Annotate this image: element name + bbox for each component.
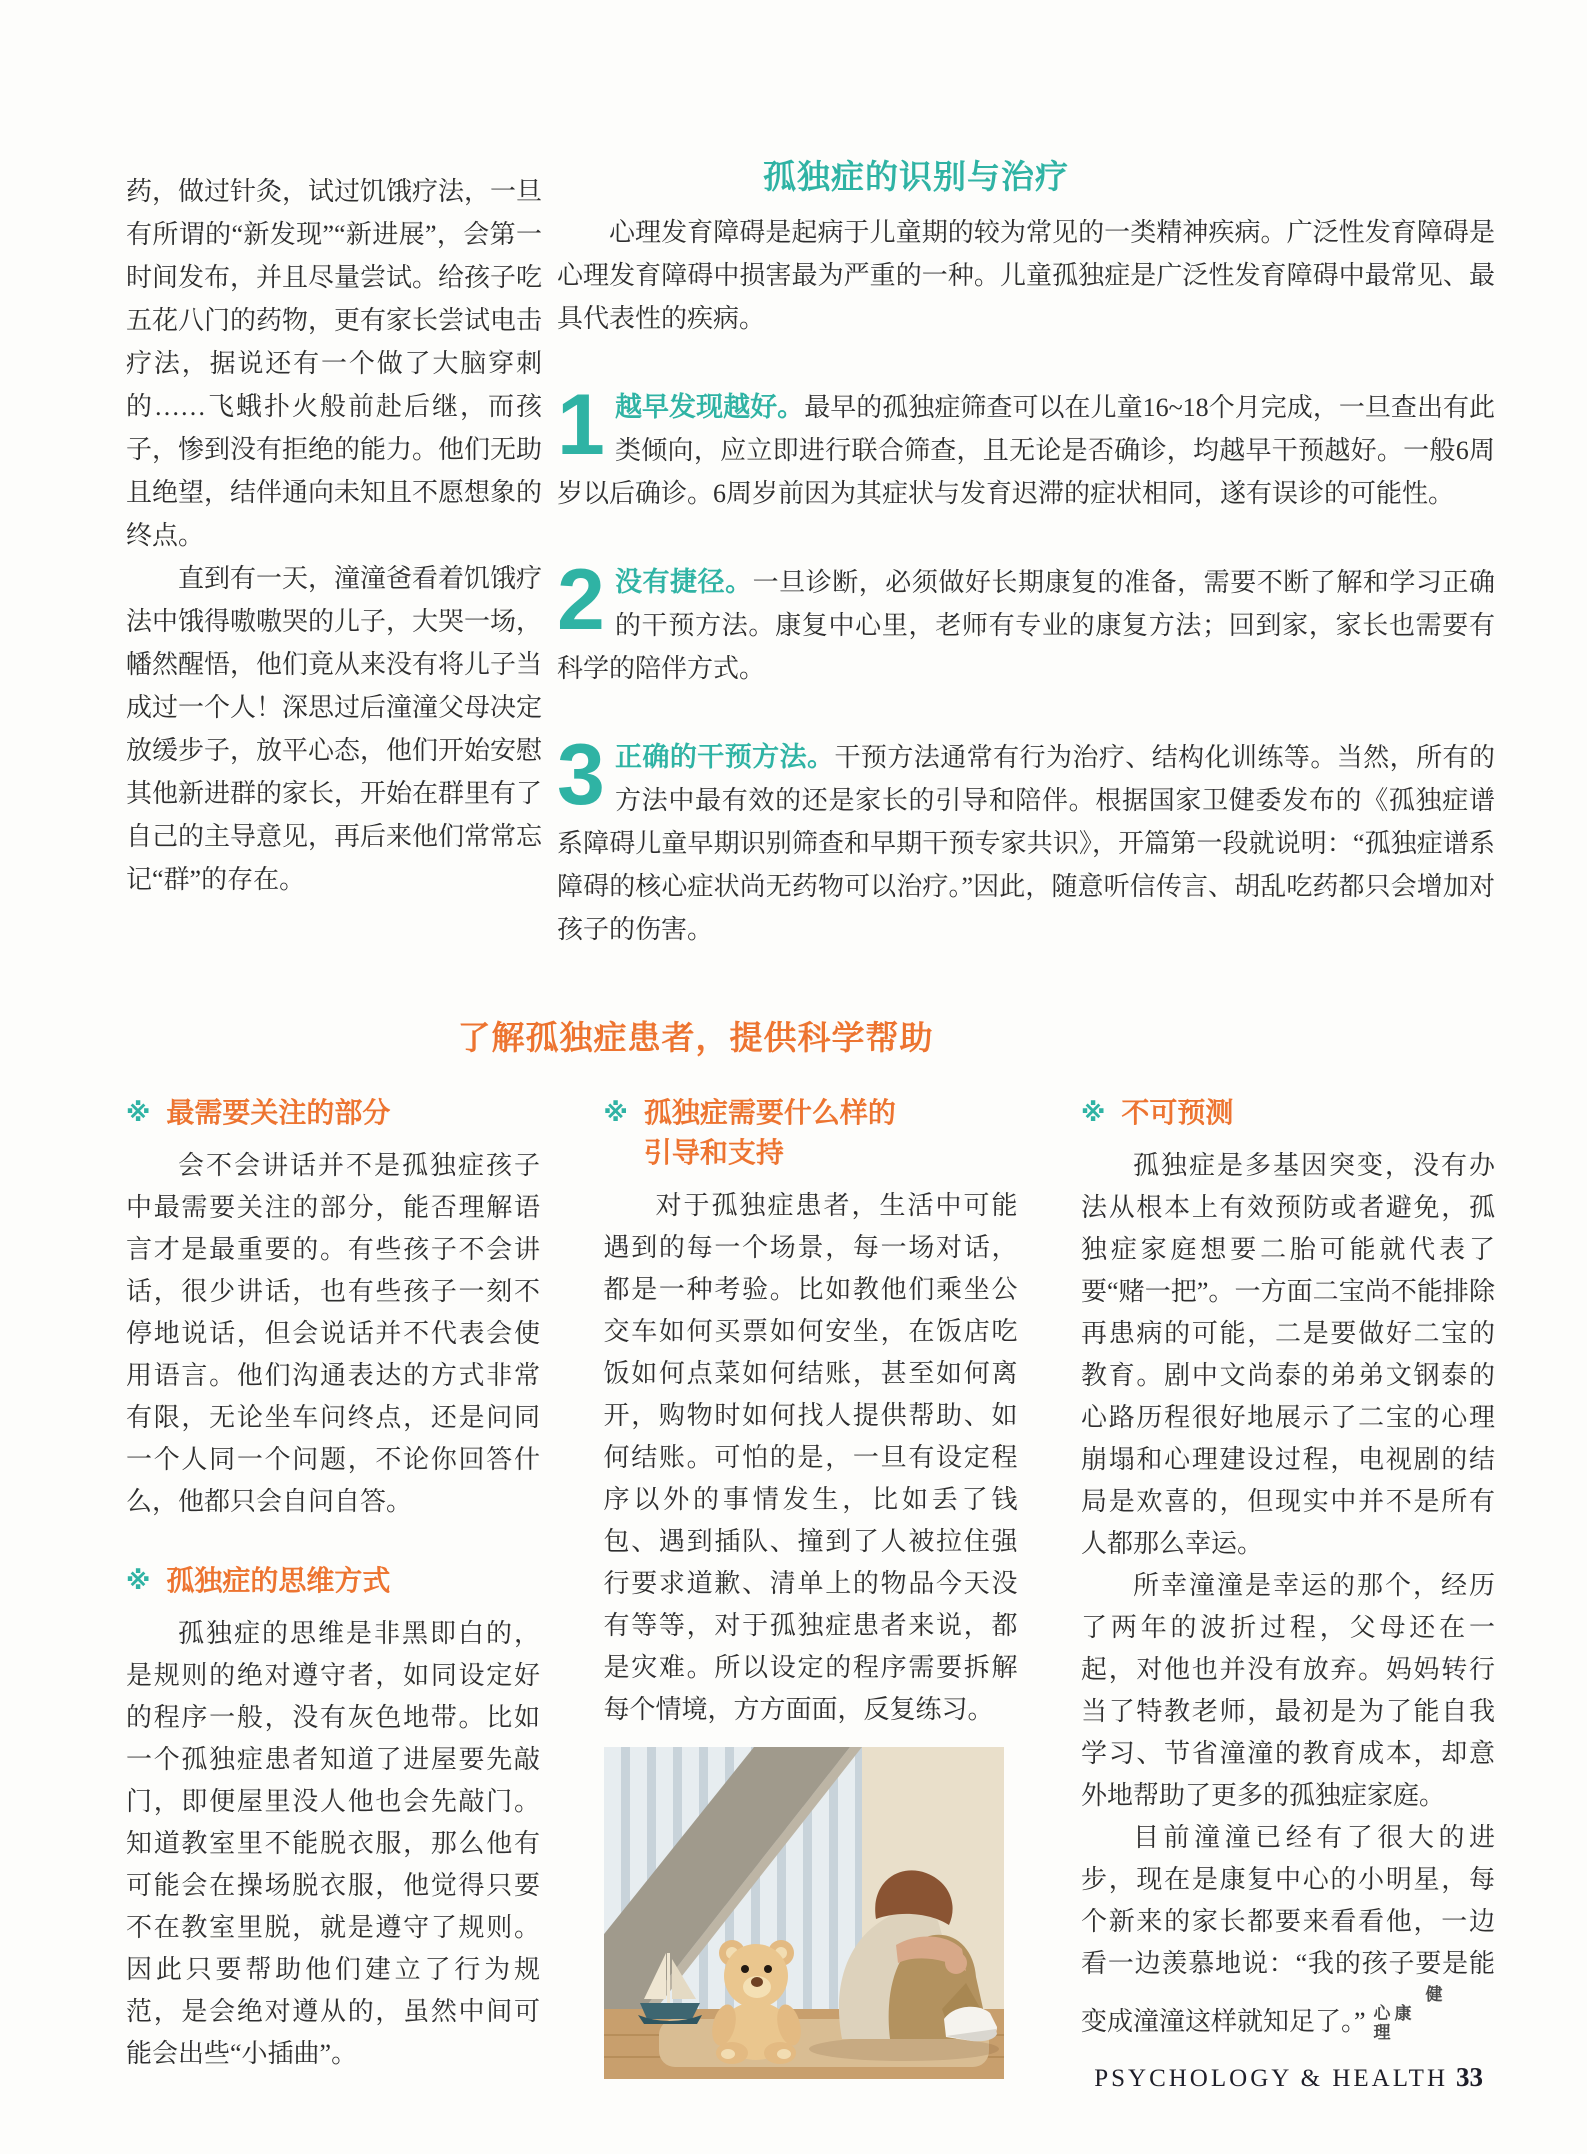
numbered-item-3	[557, 727, 1495, 951]
item-lead-3: 正确的干预方法。	[615, 742, 835, 773]
left-column-paragraph-2: 直到有一天，潼潼爸看着饥饿疗法中饿得嗷嗷哭的儿子，大哭一场，幡然醒悟，他们竟从来没有将儿子当成过一个人！深思过后潼潼父母决定放缓步子，放平心态，他们开始安慰其他新进群的家长，开始在群里有了自己的主导意见，再后来他们常常忘记“群”的存在。	[126, 564, 543, 894]
item-body-2: 一旦诊断，必须做好长期康复的准备，需要不断了解和学习正确的干预方法。康复中心里，老师有专业的康复方法；回到家，家长也需要有科学的陪伴方式。	[557, 568, 1495, 684]
column-1	[126, 1089, 540, 2079]
subheading-text: 孤独症的思维方式	[166, 1564, 391, 1596]
left-column-paragraph-1: 药，做过针灸，试过饥饿疗法，一旦有所谓的“新发现”“新进展”，会第一时间发布，并且尽量尝试。给孩子吃五花八门的药物，更有家长尝试电击疗法，据说还有一个做了大脑穿刺的……飞蛾扑火般前赴后继，而孩子，惨到没有拒绝的能力。他们无助且绝望，结伴通向未知且不愿想象的终点。	[126, 177, 543, 550]
reference-mark-icon: ※	[126, 1098, 151, 1127]
column-3-paragraph-2: 所幸潼潼是幸运的那个，经历了两年的波折过程，父母还在一起，对他也并没有放弃。妈妈转行当了特教老师，最初是为了能自我学习、节省潼潼的教育成本，却意外地帮助了更多的孤独症家庭。	[1081, 1570, 1495, 1810]
column-2	[604, 1089, 1018, 2079]
column-3-paragraph-1: 孤独症是多基因突变，没有办法从根本上有效预防或者避免，孤独症家庭想要二胎可能就代表了要“赌一把”。一方面二宝尚不能排除再患病的可能，二是要做好二宝的教育。剧中文尚泰的弟弟文钢泰的心路历程很好地展示了二宝的心理崩塌和心理建设过程，电视剧的结局是欢喜的，但现实中并不是所有人都那么幸运。	[1081, 1150, 1495, 1558]
numbered-item-1	[557, 377, 1495, 515]
item-text-3	[557, 727, 1495, 951]
item-body-1: 最早的孤独症筛查可以在儿童16~18个月完成，一旦查出有此类倾向，应立即进行联合筛查，且无论是否确诊，均越早干预越好。一般6周岁以后确诊。6周岁前因为其症状与发育迟滞的症状相同，遂有误诊的可能性。	[557, 393, 1495, 509]
three-column-section	[126, 1089, 1495, 2079]
item-text-2	[557, 552, 1495, 690]
reference-mark-icon: ※	[126, 1566, 151, 1595]
reference-mark-icon: ※	[603, 1098, 628, 1127]
subheading-guidance-support	[604, 1093, 1018, 1173]
subheading-text: 孤独症需要什么样的引导和支持	[643, 1096, 896, 1168]
top-section	[126, 158, 1495, 951]
item-text-1	[557, 377, 1495, 515]
magazine-end-seal: 健心康理	[1373, 1984, 1443, 2042]
item-number-3: 3	[557, 727, 605, 824]
subheading-thinking-style	[126, 1561, 540, 1601]
reference-mark-icon: ※	[1081, 1098, 1106, 1127]
item-body-3: 干预方法通常有行为治疗、结构化训练等。当然，所有的方法中最有效的还是家长的引导和陪伴。根据国家卫健委发布的《孤独症谱系障碍儿童早期识别筛查和早期干预专家共识》，开篇第一段就说明：“孤独症谱系障碍的核心症状尚无药物可以治疗。”因此，随意听信传言、胡乱吃药都只会增加对孩子的伤害。	[557, 743, 1495, 945]
column-3-paragraph-3	[1081, 1817, 1495, 2043]
column-2-paragraph-1: 对于孤独症患者，生活中可能遇到的每一个场景，每一场对话，都是一种考验。比如教他们乘坐公交车如何买票如何安坐，在饭店吃饭如何点菜如何结账，甚至如何离开，购物时如何找人提供帮助、如何结账。可怕的是，一旦有设定程序以外的事情发生，比如丢了钱包、遇到插队、撞到了人被拉住强行要求道歉、清单上的物品今天没有等等，对于孤独症患者来说，都是灾难。所以设定的程序需要拆解每个情境，方方面面，反复练习。	[603, 1190, 1018, 1724]
section-heading-recognition-treatment: 孤独症的识别与治疗	[763, 158, 1069, 195]
paragraph-text: 目前潼潼已经有了很大的进步，现在是康复中心的小明星，每个新来的家长都要来看看他，一边看一边羡慕地说：“我的孩子要是能变成潼潼这样就知足了。”	[1081, 1822, 1495, 2036]
recognition-treatment-section	[557, 158, 1495, 951]
column-3	[1081, 1089, 1495, 2079]
column-1-paragraph-2: 孤独症的思维是非黑即白的，是规则的绝对遵守者，如同设定好的程序一般，没有灰色地带。比如一个孤独症患者知道了进屋要先敲门，即便屋里没人他也会先敲门。知道教室里不能脱衣服，那么他有可能会在操场脱衣服，他觉得只要不在教室里脱，就是遵守了规则。因此只要帮助他们建立了行为规范，是会绝对遵从的，虽然中间可能会出些“小插曲”。	[126, 1618, 540, 2068]
item-lead-2: 没有捷径。	[615, 567, 753, 598]
section-heading-science-help: 了解孤独症患者，提供科学帮助	[457, 1019, 934, 1057]
section-intro-paragraph: 心理发育障碍是起病于儿童期的较为常见的一类精神疾病。广泛性发育障碍是心理发育障碍中损害最为严重的一种。儿童孤独症是广泛性发育障碍中最常见、最具代表性的疾病。	[557, 218, 1495, 334]
photo-child-with-teddy-bear	[604, 1747, 1004, 2079]
subheading-most-important	[126, 1093, 540, 1133]
numbered-item-2	[557, 552, 1495, 690]
journal-name: PSYCHOLOGY & HEALTH	[1094, 2065, 1448, 2092]
item-number-1: 1	[557, 377, 605, 474]
left-text-column	[126, 170, 542, 951]
column-1-paragraph-1: 会不会讲话并不是孤独症孩子中最需要关注的部分，能否理解语言才是最重要的。有些孩子不会讲话，很少讲话，也有些孩子一刻不停地说话，但会说话并不代表会使用语言。他们沟通表达的方式非常有限，无论坐车问终点，还是问同一个人同一个问题，不论你回答什么，他都只会自问自答。	[126, 1150, 540, 1516]
page-number: 33	[1456, 2062, 1483, 2092]
subheading-text: 最需要关注的部分	[166, 1096, 391, 1128]
item-number-2: 2	[557, 552, 605, 649]
subheading-unpredictable	[1081, 1093, 1495, 1133]
item-lead-1: 越早发现越好。	[615, 392, 805, 423]
subheading-text: 不可预测	[1121, 1096, 1234, 1128]
page-footer	[1094, 2062, 1483, 2093]
